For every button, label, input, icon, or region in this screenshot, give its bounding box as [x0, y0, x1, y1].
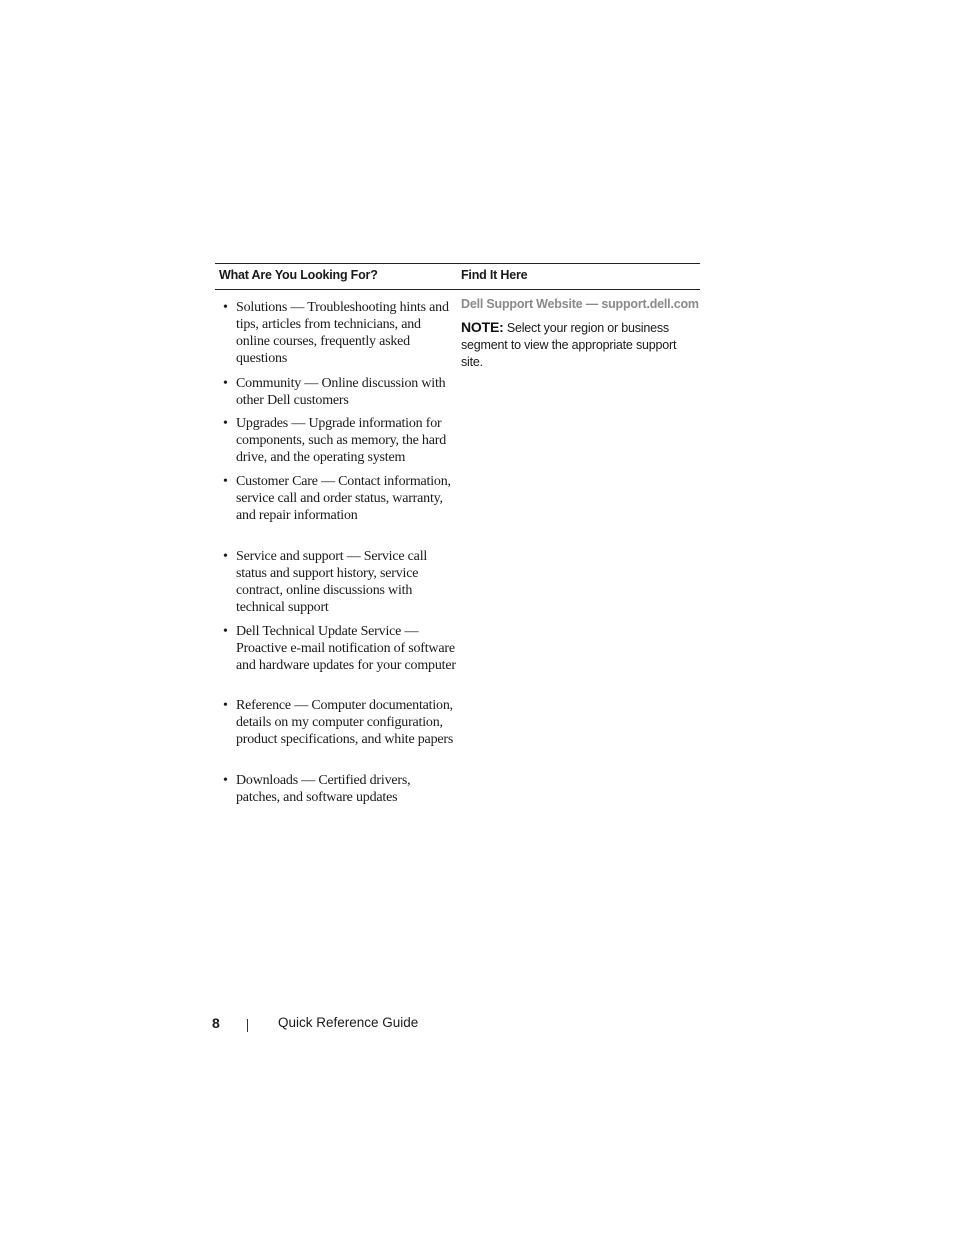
list-item	[215, 473, 457, 524]
list-item-text: Solutions — Troubleshooting hints and tips, articles from technicians, and online courses, frequently asked questions	[236, 300, 449, 366]
guide-title: Quick Reference Guide	[278, 1015, 419, 1030]
bullet-icon: •	[223, 624, 228, 639]
list-item-text: Customer Care — Contact information, service call and order status, warranty, and repair information	[236, 474, 451, 523]
list-item-text: Downloads — Certified drivers, patches, and software updates	[236, 773, 411, 805]
note	[461, 319, 700, 371]
bullet-icon: •	[223, 416, 228, 431]
note-text: Select your region or business segment to view the appropriate support site.	[461, 321, 677, 369]
list-item	[215, 697, 457, 748]
list-item-text: Community — Online discussion with other Dell customers	[236, 376, 446, 408]
list-item-text: Dell Technical Update Service — Proactive e-mail notification of software and hardware updates for your computer	[236, 624, 456, 673]
find-it-here-column	[461, 290, 700, 371]
list-item	[215, 548, 457, 616]
bullet-icon: •	[223, 773, 228, 788]
list-item	[215, 772, 457, 806]
bullet-icon: •	[223, 300, 228, 315]
support-website-link[interactable]: Dell Support Website — support.dell.com	[461, 297, 699, 311]
list-item-text: Upgrades — Upgrade information for components, such as memory, the hard drive, and the operating system	[236, 416, 447, 465]
bullet-icon: •	[223, 474, 228, 489]
footer-separator	[247, 1019, 248, 1032]
header-what-looking-for: What Are You Looking For?	[219, 268, 378, 282]
list-item	[215, 415, 457, 466]
list-item	[215, 375, 457, 409]
list-item-text: Reference — Computer documentation, details on my computer configuration, product specifications, and white papers	[236, 698, 454, 747]
page-number: 8	[212, 1015, 220, 1031]
list-item-text: Service and support — Service call status and support history, service contract, online discussions with technical support	[236, 549, 428, 615]
table-header	[215, 263, 700, 290]
list-item	[215, 623, 457, 674]
info-table	[215, 263, 700, 805]
header-find-it-here: Find It Here	[461, 268, 528, 282]
page-footer	[0, 1015, 954, 1035]
bullet-icon: •	[223, 376, 228, 391]
bullet-icon: •	[223, 698, 228, 713]
bullet-icon: •	[223, 549, 228, 564]
list-item	[215, 299, 457, 367]
note-label: NOTE:	[461, 319, 504, 335]
